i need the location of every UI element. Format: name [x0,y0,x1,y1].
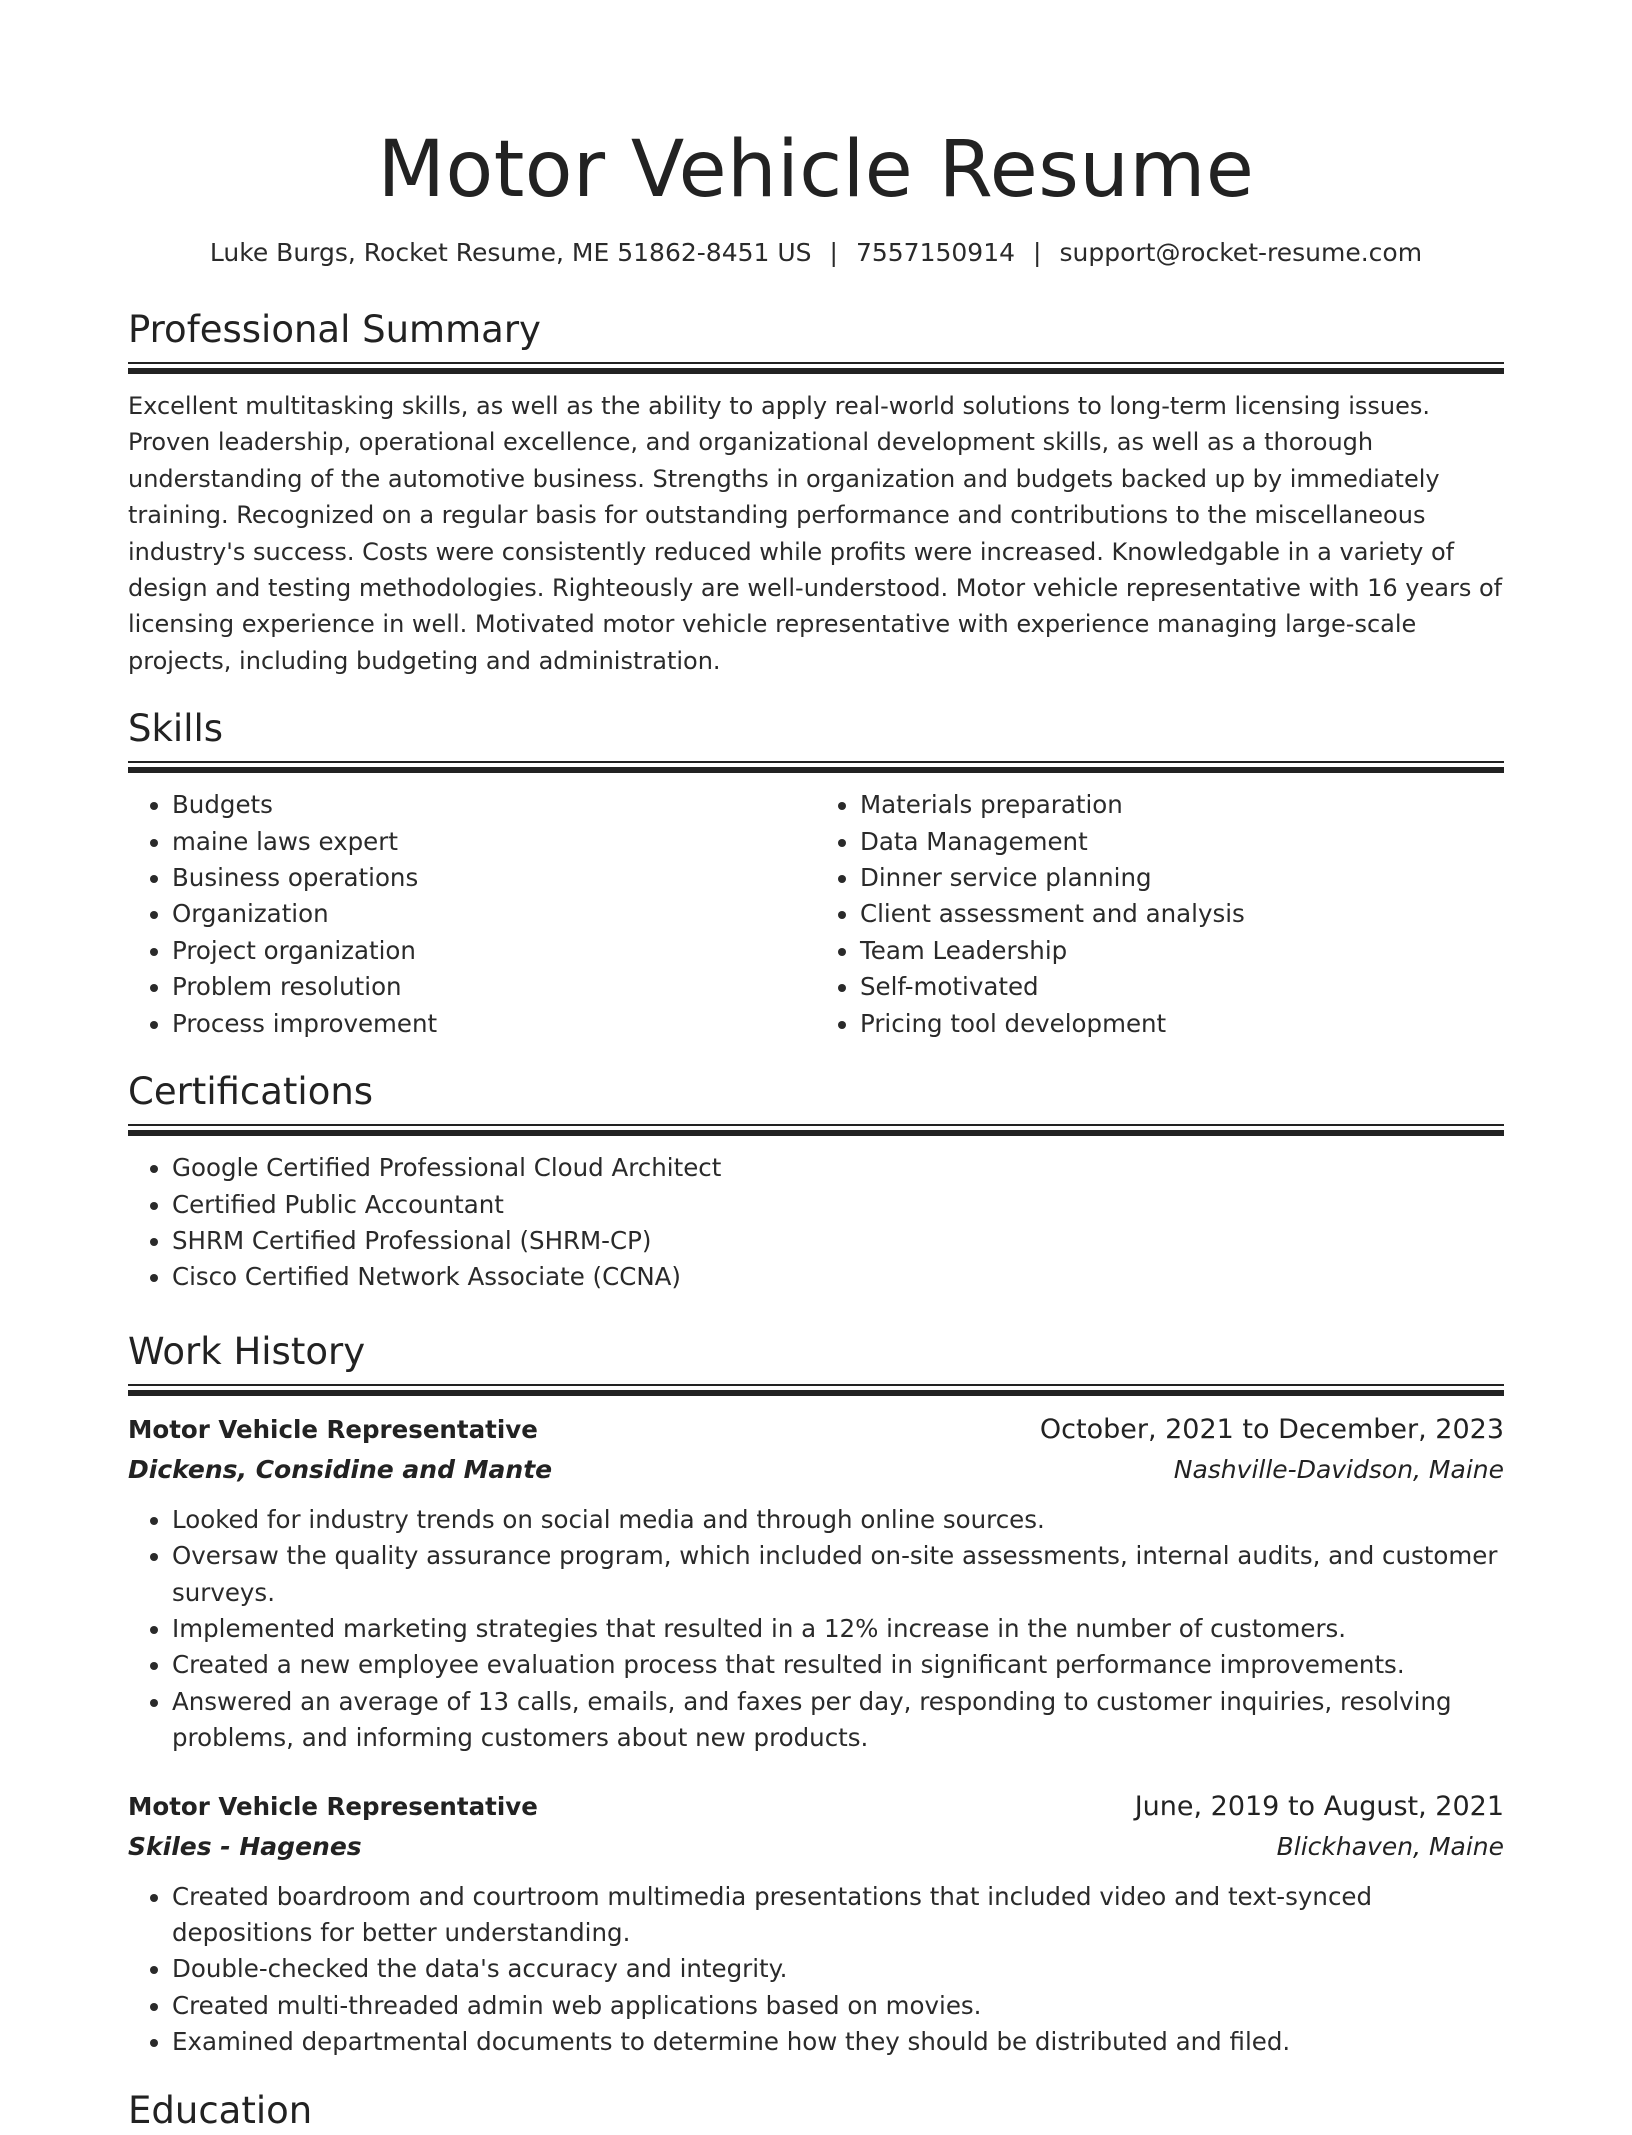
job-bullet: • Examined departmental documents to determine how they should be distributed and filed. [172,2024,1504,2060]
job-bullet: • Answered an average of 13 calls, emails, and faxes per day, responding to customer inquiries, resolving problems, and informing customers about new products. [172,1684,1504,1757]
skill-item: • Project organization [172,933,816,969]
job-bullet: • Created a new employee evaluation process that resulted in significant performance improvements. [172,1647,1504,1683]
skills-list-left [128,787,816,1042]
work-history-heading: Work History [128,1329,366,1373]
job-bullet: • Implemented marketing strategies that resulted in a 12% increase in the number of customers. [172,1611,1504,1647]
resume-title: Motor Vehicle Resume [377,125,1255,215]
job-bullets [128,1879,1504,2061]
contact-separator: | [1033,238,1042,267]
certification-item: • Certified Public Accountant [172,1187,1504,1223]
skills-columns [128,787,1504,1042]
job-subheader [128,1827,1504,1867]
certifications-heading: Certifications [128,1070,374,1114]
certifications-section [128,1068,1504,1296]
skill-item: • Self-motivated [860,969,1504,1005]
job-bullets [128,1502,1504,1757]
contact-email: support@rocket-resume.com [1059,238,1423,267]
job-location: Blickhaven, Maine [1276,1831,1504,1861]
job-location: Nashville-Davidson, Maine [1173,1454,1504,1484]
contact-line [128,236,1504,270]
job-subheader [128,1450,1504,1490]
section-divider [128,362,1504,374]
resume-page [128,0,1504,2135]
certifications-list [128,1150,1504,1296]
certification-item: • Cisco Certified Network Associate (CCNA) [172,1259,1504,1295]
skill-item: • maine laws expert [172,824,816,860]
skill-item: • Business operations [172,860,816,896]
job-bullet: • Created multi-threaded admin web applications based on movies. [172,1988,1504,2024]
certification-item: • SHRM Certified Professional (SHRM-CP) [172,1223,1504,1259]
job-bullet: • Created boardroom and courtroom multimedia presentations that included video and text-synced depositions for better understanding. [172,1879,1504,1952]
skill-item: • Budgets [172,787,816,823]
job-header [128,1787,1504,1827]
summary-heading: Professional Summary [128,308,541,351]
section-divider [128,761,1504,773]
skill-item: • Team Leadership [860,933,1504,969]
job-bullet: • Oversaw the quality assurance program, which included on-site assessments, internal audits, and customer surveys. [172,1538,1504,1611]
job-entry [128,1410,1504,1757]
contact-phone: 7557150914 [855,238,1016,267]
education-section [128,2087,1504,2135]
skill-item: • Data Management [860,824,1504,860]
skills-section [128,705,1504,1042]
summary-text: Excellent multitasking skills, as well as the ability to apply real-world solutions to long-term licensing issues. Proven leadership, operational excellence, and organizational development skills, as well as a thorough understanding of the automotive business. Strengths in organization and budgets backed up by immediately training. Recognized on a regular basis for outstanding performance and contributions to the miscellaneous industry's success. Costs were consistently reduced while profits were increased. Knowledgable in a variety of design and testing methodologies. Righteously are well-understood. Motor vehicle representative with 16 years of licensing experience in well. Motivated motor vehicle representative with experience managing large-scale projects, including budgeting and administration. [128,392,1503,675]
certification-item: • Google Certified Professional Cloud Architect [172,1150,1504,1186]
section-divider [128,1124,1504,1136]
section-divider [128,1384,1504,1396]
skill-item: • Client assessment and analysis [860,896,1504,932]
contact-address: Luke Burgs, Rocket Resume, ME 51862-8451 US [209,238,812,267]
skill-item: • Dinner service planning [860,860,1504,896]
work-history-section [128,1328,1504,2061]
job-title: Motor Vehicle Representative [128,1414,538,1444]
job-title: Motor Vehicle Representative [128,1791,538,1821]
job-dates: October, 2021 to December, 2023 [1039,1413,1504,1445]
job-entry [128,1787,1504,2061]
education-heading: Education [128,2088,313,2132]
skill-item: • Materials preparation [860,787,1504,823]
job-company: Dickens, Considine and Mante [128,1454,553,1484]
summary-section [128,306,1504,679]
skill-item: • Organization [172,896,816,932]
job-bullet: • Double-checked the data's accuracy and integrity. [172,1951,1504,1987]
skills-list-right [816,787,1504,1042]
skill-item: • Process improvement [172,1006,816,1042]
skill-item: • Pricing tool development [860,1006,1504,1042]
job-dates: June, 2019 to August, 2021 [1134,1790,1504,1822]
job-header [128,1410,1504,1450]
job-bullet: • Looked for industry trends on social media and through online sources. [172,1502,1504,1538]
job-company: Skiles - Hagenes [128,1831,362,1861]
skill-item: • Problem resolution [172,969,816,1005]
contact-separator: | [829,238,838,267]
skills-heading: Skills [128,707,224,751]
